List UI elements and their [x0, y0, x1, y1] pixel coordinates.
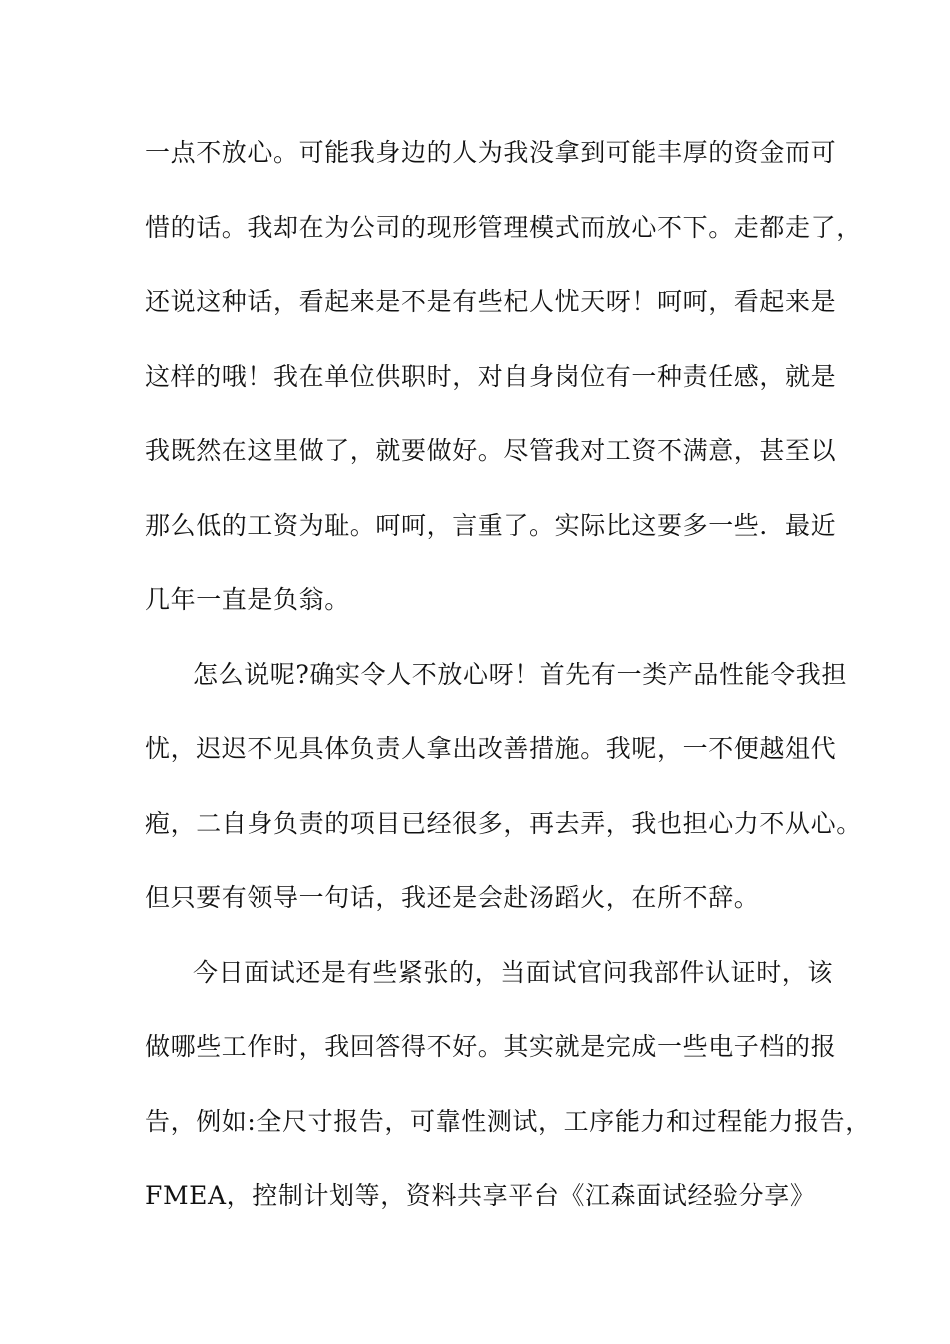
paragraph-first-line: 怎么说呢?确实令人不放心呀！首先有一类产品性能令我担 [193, 660, 848, 689]
text-line: 但只要有领导一句话，我还是会赴汤蹈火，在所不辞。 [145, 883, 760, 912]
text-line: 一点不放心。可能我身边的人为我没拿到可能丰厚的资金而可 [145, 138, 837, 167]
text-line: 我既然在这里做了，就要做好。尽管我对工资不满意，甚至以 [145, 436, 837, 465]
text-line: 那么低的工资为耻。呵呵，言重了。实际比这要多一些．最近 [145, 511, 837, 540]
text-line: 做哪些工作时，我回答得不好。其实就是完成一些电子档的报 [145, 1032, 837, 1061]
text-line: 这样的哦！我在单位供职时，对自身岗位有一种责任感，就是 [145, 362, 837, 391]
text-line: 忧，迟迟不见具体负责人拿出改善措施。我呢，一不便越俎代 [145, 734, 837, 763]
text-line: FMEA，控制计划等，资料共享平台《江森面试经验分享》 [145, 1181, 816, 1210]
text-line: 惜的话。我却在为公司的现形管理模式而放心不下。走都走了， [145, 213, 862, 242]
text-line: 几年一直是负翁。 [145, 585, 350, 614]
text-line: 还说这种话，看起来是不是有些杞人忧天呀！呵呵，看起来是 [145, 287, 837, 316]
paragraph-first-line: 今日面试还是有些紧张的，当面试官问我部件认证时，该 [193, 958, 834, 987]
text-line: 告，例如:全尺寸报告，可靠性测试，工序能力和过程能力报告， [145, 1107, 871, 1136]
text-line: 疱，二自身负责的项目已经很多，再去弄，我也担心力不从心。 [145, 809, 862, 838]
